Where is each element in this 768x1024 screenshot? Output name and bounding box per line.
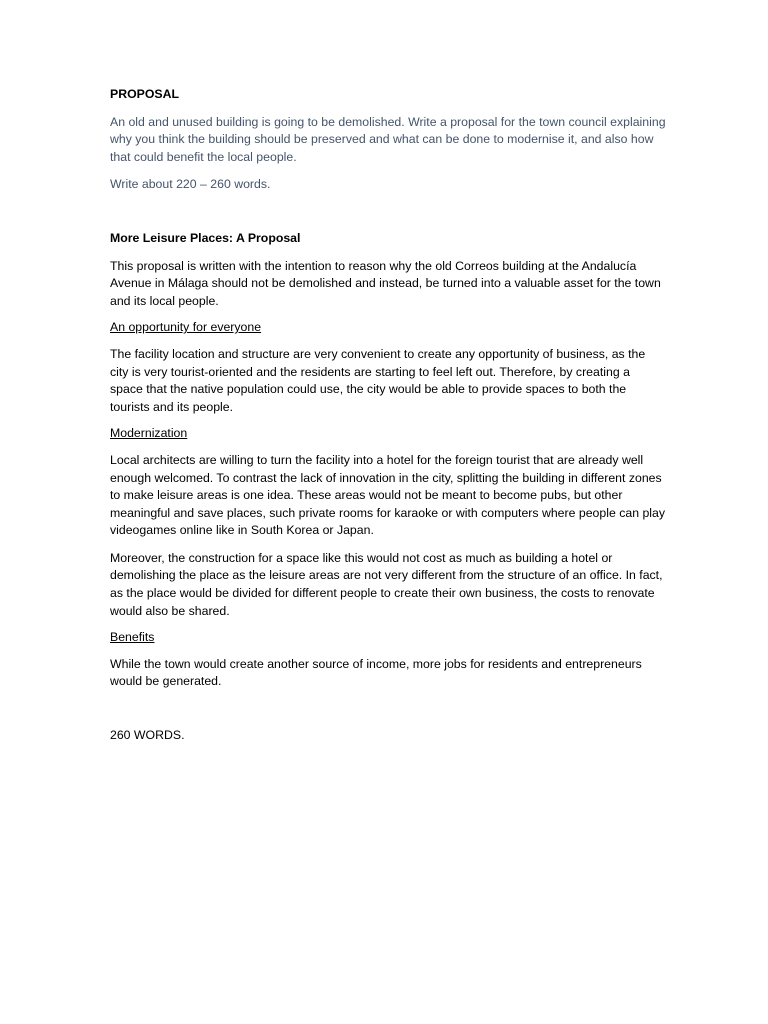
section-paragraph-modernization-2: Moreover, the construction for a space like this would not cost as much as building a hotel or demolishing the place as the leisure areas are not very different from the structure of an office. In fact, as the place would be divided for different people to create their own business, the costs to renovate would also be shared. [110, 550, 663, 618]
section-paragraph-modernization-1: Local architects are willing to turn the facility into a hotel for the foreign tourist that are already well enough welcomed. To contrast the lack of innovation in the city, splitting the building in different zones to make leisure areas is one idea. These areas would not be meant to become pubs, but other meaningful and save places, such private rooms for karaoke or with computers where people can play videogames online like in South Korea or Japan. [110, 452, 666, 538]
intro-paragraph: This proposal is written with the intention to reason why the old Correos building at the Andalucía Avenue in Málaga should not be demolished and instead, be turned into a valuable asset for the town and its local people. [110, 258, 661, 308]
task-prompt: An old and unused building is going to be demolished. Write a proposal for the town council explaining why you think the building should be preserved and what can be done to modernise it, and also how that could benefit the local people. [110, 114, 666, 164]
word-count: 260 WORDS. [110, 728, 185, 743]
section-heading-modernization [110, 425, 666, 443]
word-instruction: Write about 220 – 260 words. [110, 177, 271, 192]
proposal-heading: PROPOSAL [110, 87, 180, 101]
section-heading-text: Benefits [110, 630, 155, 645]
section-paragraph-opportunity: The facility location and structure are very convenient to create any opportunity of business, as the city is very tourist-oriented and the residents are starting to feel left out. Therefore, by creating a space that the native population could use, the city would be able to provide spaces to both the tourists and its people. [110, 346, 646, 414]
section-heading-benefits [110, 629, 666, 647]
essay-title: More Leisure Places: A Proposal [110, 230, 301, 245]
section-heading-text: Modernization [110, 426, 188, 441]
document-page [110, 86, 666, 745]
section-paragraph-benefits: While the town would create another source of income, more jobs for residents and entrepreneurs would be generated. [110, 656, 642, 689]
section-heading-text: An opportunity for everyone [110, 320, 262, 335]
section-heading-opportunity [110, 319, 666, 337]
